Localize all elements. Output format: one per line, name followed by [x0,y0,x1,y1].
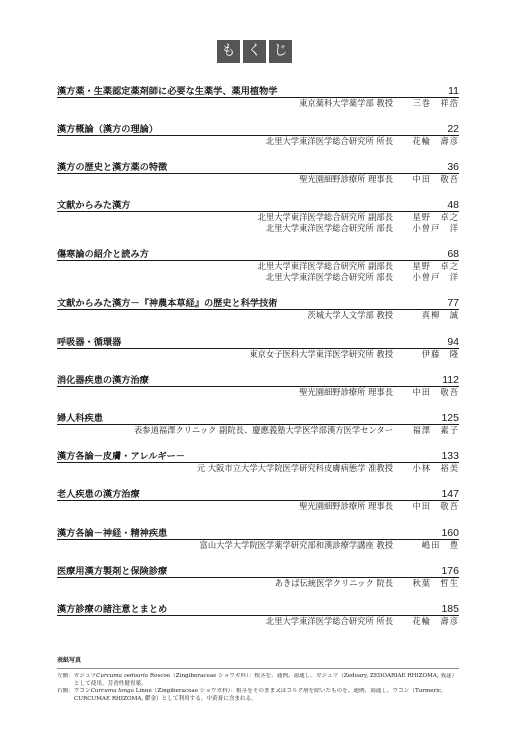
toc-entry-title: 漢方薬・生薬認定薬剤師に必要な生薬学、薬用植物学 [57,85,278,97]
page-title [217,40,292,63]
toc-entry-author [57,272,459,283]
toc-entry-title: 漢方各論－皮膚・アレルギー－ [57,451,186,463]
author-name: 小林 裕美 [412,463,459,474]
toc-entry-page-number: 36 [447,160,459,173]
toc-entry-title: 老人疾患の漢方治療 [57,489,140,501]
toc-entry-page-number: 94 [447,335,459,348]
author-affiliation: 東京薬科大学薬学部 教授 [299,97,393,108]
author-name: 三巻 祥浩 [412,97,459,108]
toc-entry-author [57,387,459,398]
note-authority: Linné [135,688,152,694]
author-affiliation: 表参道福澤クリニック 副院長、慶應義塾大学医学部漢方医学センター [133,425,393,435]
toc-entry-page-number: 68 [447,248,459,261]
title-char-box: も [217,40,240,63]
toc-entry-page-number: 176 [441,564,459,577]
toc-entry [57,413,459,436]
author-name: 中田 敬吾 [412,501,459,512]
title-char-box: じ [269,40,292,63]
toc-entry-title-row [57,200,459,212]
toc-entry-author [57,349,459,360]
toc-entry-title-row [57,528,459,540]
toc-entry-title-row [57,566,459,578]
author-affiliation: あきば伝統医学クリニック 院長 [274,577,393,588]
note-description: （Zingiberaceae ショウガ科）：根茎をそのまま又はコルク層を除いたものを、通例、湯通し。ウコン（Turmeric, CURCUMAE RHIZOMA, 鬱金）として利用する。中黄膏に含まれる。 [74,688,443,702]
toc-entry-page-number: 22 [447,122,459,135]
author-affiliation: 聖光園細野診療所 理事長 [299,173,393,184]
toc-entry [57,566,459,589]
toc-entry-title: 消化器疾患の漢方治療 [57,374,149,386]
author-affiliation: 元 大阪市立大学大学院医学研究科皮膚病態学 准教授 [196,463,393,474]
toc-entry-author [57,540,459,551]
toc-entry-title: 漢方概論（漢方の理論） [57,123,159,135]
toc-entry-title-row [57,86,459,98]
cover-photo-note-right [57,688,459,703]
note-authority: Roscoe [149,673,171,679]
note-side-label: 左側： [57,673,74,679]
toc-entry-page-number: 48 [447,199,459,212]
toc-entry [57,249,459,283]
note-description: （Zingiberaceae ショウガ科）：根茎を、通例、湯通し。ガジュツ（Zedoary, ZEDOARIAE RHIZOMA, 莪蒁）として使用。芳香性健胃薬。 [74,673,458,687]
toc-entry-author [57,261,459,272]
author-affiliation: 北里大学東洋医学総合研究所 副部長 [257,212,393,223]
title-char-box: く [243,40,266,63]
author-affiliation: 北里大学東洋医学総合研究所 部長 [265,272,393,283]
toc-entry-title-row [57,375,459,387]
toc-entry-author [57,425,459,436]
cover-photo-note-left [57,673,459,688]
author-affiliation: 北里大学東洋医学総合研究所 所長 [265,615,393,626]
note-plant-name: ガジュツ [73,673,97,679]
toc-entry-page-number: 147 [441,488,459,501]
toc-entry-author [57,463,459,474]
note-plant-name: ウコン [73,688,91,694]
toc-entry-title: 傷寒論の紹介と読み方 [57,249,149,261]
toc-entry-title-row [57,249,459,261]
toc-entry-author [57,578,459,589]
toc-entry-title-row [57,451,459,463]
cover-photo-caption [57,657,459,703]
toc-entry-title-row [57,604,459,616]
toc-entry [57,528,459,551]
toc-entry-title: 文献からみた漢方 [57,200,131,212]
author-name: 花輪 壽彦 [412,615,459,626]
toc-entry [57,86,459,109]
toc-entry [57,604,459,627]
author-affiliation: 聖光園細野診療所 理事長 [299,501,393,512]
author-affiliation: 東京女子医科大学東洋医学研究所 教授 [249,348,393,359]
toc-entry-page-number: 133 [441,450,459,463]
toc-entry-author [57,310,459,321]
toc-entry-title-row [57,337,459,349]
author-affiliation: 茨城大学人文学部 教授 [307,310,393,321]
toc-entry-author [57,501,459,512]
author-affiliation: 北里大学東洋医学総合研究所 部長 [265,223,393,234]
toc-entry-author [57,212,459,223]
toc-entry-title-row [57,162,459,174]
toc-entry-title-row [57,489,459,501]
toc-entry-page-number: 125 [441,412,459,424]
author-name: 小曽戸 洋 [412,272,459,283]
cover-photo-heading: 表紙写真 [57,657,82,664]
author-name: 星野 卓之 [412,261,459,272]
toc-entry [57,298,459,321]
author-name: 小曽戸 洋 [412,223,459,234]
toc-entry-page-number: 185 [441,602,459,615]
author-name: 福澤 素子 [412,425,459,435]
toc-entry [57,375,459,398]
toc-entry-author [57,174,459,185]
toc-entry-author [57,223,459,234]
author-name: 嶋田 豊 [421,539,459,550]
note-side-label: 右側： [57,688,74,694]
author-name: 星野 卓之 [412,212,459,223]
toc-entry-title: 呼吸器・循環器 [57,336,122,348]
author-name: 中田 敬吾 [412,386,459,397]
author-name: 中田 敬吾 [412,173,459,184]
toc-entry-author [57,136,459,147]
toc-entry-title: 漢方各論－神経・精神疾患 [57,527,168,539]
note-species-name: Curcuma longa [90,688,134,694]
toc-entry-title-row [57,413,459,425]
toc-entry [57,124,459,147]
author-name: 伊藤 隆 [421,348,459,359]
toc-entry-title: 漢方の歴史と漢方薬の特徴 [57,161,168,173]
toc-entry [57,162,459,185]
author-name: 真柳 誠 [421,310,459,321]
author-affiliation: 富山大学大学院医学薬学研究部和漢診療学講座 教授 [199,539,393,550]
toc-entry [57,337,459,360]
toc-entry [57,200,459,234]
author-affiliation: 北里大学東洋医学総合研究所 所長 [265,135,393,146]
toc-entry-title-row [57,124,459,136]
author-affiliation: 聖光園細野診療所 理事長 [299,386,393,397]
toc-entry-page-number: 11 [448,84,459,97]
toc-entry-author [57,616,459,627]
toc-entry-page-number: 112 [442,373,459,386]
toc-entry [57,489,459,512]
cover-photo-divider [57,668,459,669]
author-affiliation: 北里大学東洋医学総合研究所 副部長 [257,261,393,272]
author-name: 秋葉 哲生 [412,577,459,588]
toc-entry-title: 漢方診療の諸注意とまとめ [57,603,168,615]
toc-entry-title: 文献からみた漢方－『神農本草経』の歴史と科学技術 [57,298,278,310]
note-species-name: Curcuma zedoaria [96,673,149,679]
toc-entry-title: 医療用漢方製剤と保険診療 [57,565,168,577]
author-name: 花輪 壽彦 [412,135,459,146]
toc-entry-title-row [57,298,459,310]
table-of-contents [57,86,459,643]
toc-entry-title: 婦人科疾患 [57,413,103,424]
toc-entry [57,451,459,474]
toc-entry-author [57,98,459,109]
toc-entry-page-number: 160 [441,526,459,539]
toc-entry-page-number: 77 [447,297,459,310]
